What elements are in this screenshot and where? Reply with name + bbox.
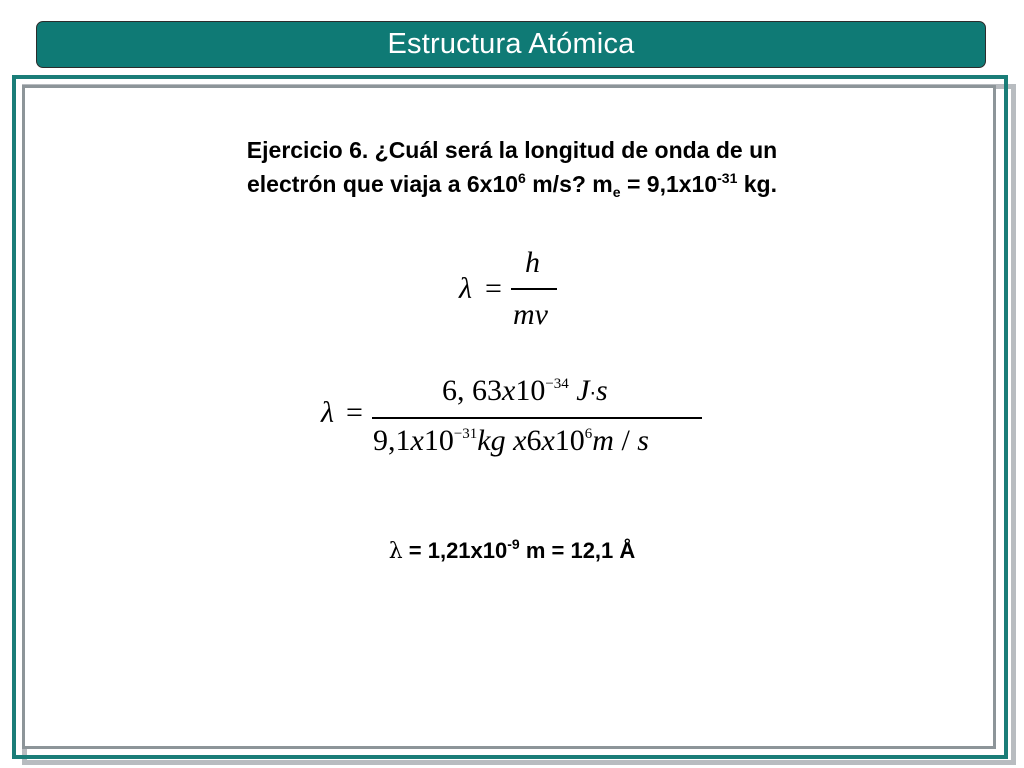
unit-second: s <box>595 374 608 407</box>
times-x: x <box>513 424 527 457</box>
lambda-symbol: λ <box>321 396 334 429</box>
result-exponent: -9 <box>507 536 520 552</box>
denominator <box>373 424 649 458</box>
question-line-2 <box>0 167 1024 201</box>
times-x: x <box>502 374 516 407</box>
question-text-d: kg. <box>737 171 777 197</box>
unit-joule: J <box>576 374 590 407</box>
lambda-symbol: λ <box>459 272 472 305</box>
exercise-question <box>0 133 1024 201</box>
planck-exponent: −34 <box>545 376 569 392</box>
formula-substitution <box>318 372 708 462</box>
dot-operator: ⋅ <box>589 383 596 405</box>
unit-meter: m <box>592 424 614 457</box>
power-base: 10 <box>554 424 585 457</box>
question-text-a: electrón que viaja a 6x10 <box>247 171 519 197</box>
result-text-a: = 1,21x10 <box>402 538 508 563</box>
fraction-line <box>372 417 702 419</box>
power-base: 10 <box>423 424 454 457</box>
question-text-c: = 9,1x10 <box>620 171 718 197</box>
denominator-mv: mv <box>513 298 548 331</box>
question-line-1: Ejercicio 6. ¿Cuál será la longitud de onda de un <box>246 137 778 163</box>
question-text-b: m/s? m <box>525 171 613 197</box>
fraction-line <box>511 288 557 290</box>
unit-kg: kg <box>477 424 506 457</box>
mass-exponent: -31 <box>717 170 738 186</box>
slide-title: Estructura Atómica <box>36 21 986 68</box>
planck-value: 6, 63 <box>442 374 502 407</box>
velocity-value: 6 <box>526 424 542 457</box>
mass-subscript: e <box>612 184 621 200</box>
equals-sign: = <box>485 272 502 305</box>
velocity-exponent: 6 <box>518 170 526 186</box>
result-text-b: m = 12,1 Å <box>519 538 636 563</box>
numerator <box>442 374 608 408</box>
unit-second: s <box>637 424 649 457</box>
velocity-exponent: 6 <box>584 426 593 442</box>
lambda-symbol: λ <box>388 539 403 564</box>
equals-sign: = <box>346 396 363 429</box>
times-x: x <box>410 424 424 457</box>
times-x: x <box>541 424 555 457</box>
slash: / <box>621 424 630 457</box>
mass-value: 9,1 <box>373 424 411 457</box>
power-base: 10 <box>515 374 546 407</box>
mass-exponent: −31 <box>453 426 478 442</box>
numerator-h: h <box>525 246 540 279</box>
formula-de-broglie <box>455 246 565 334</box>
result-line <box>0 538 1024 564</box>
